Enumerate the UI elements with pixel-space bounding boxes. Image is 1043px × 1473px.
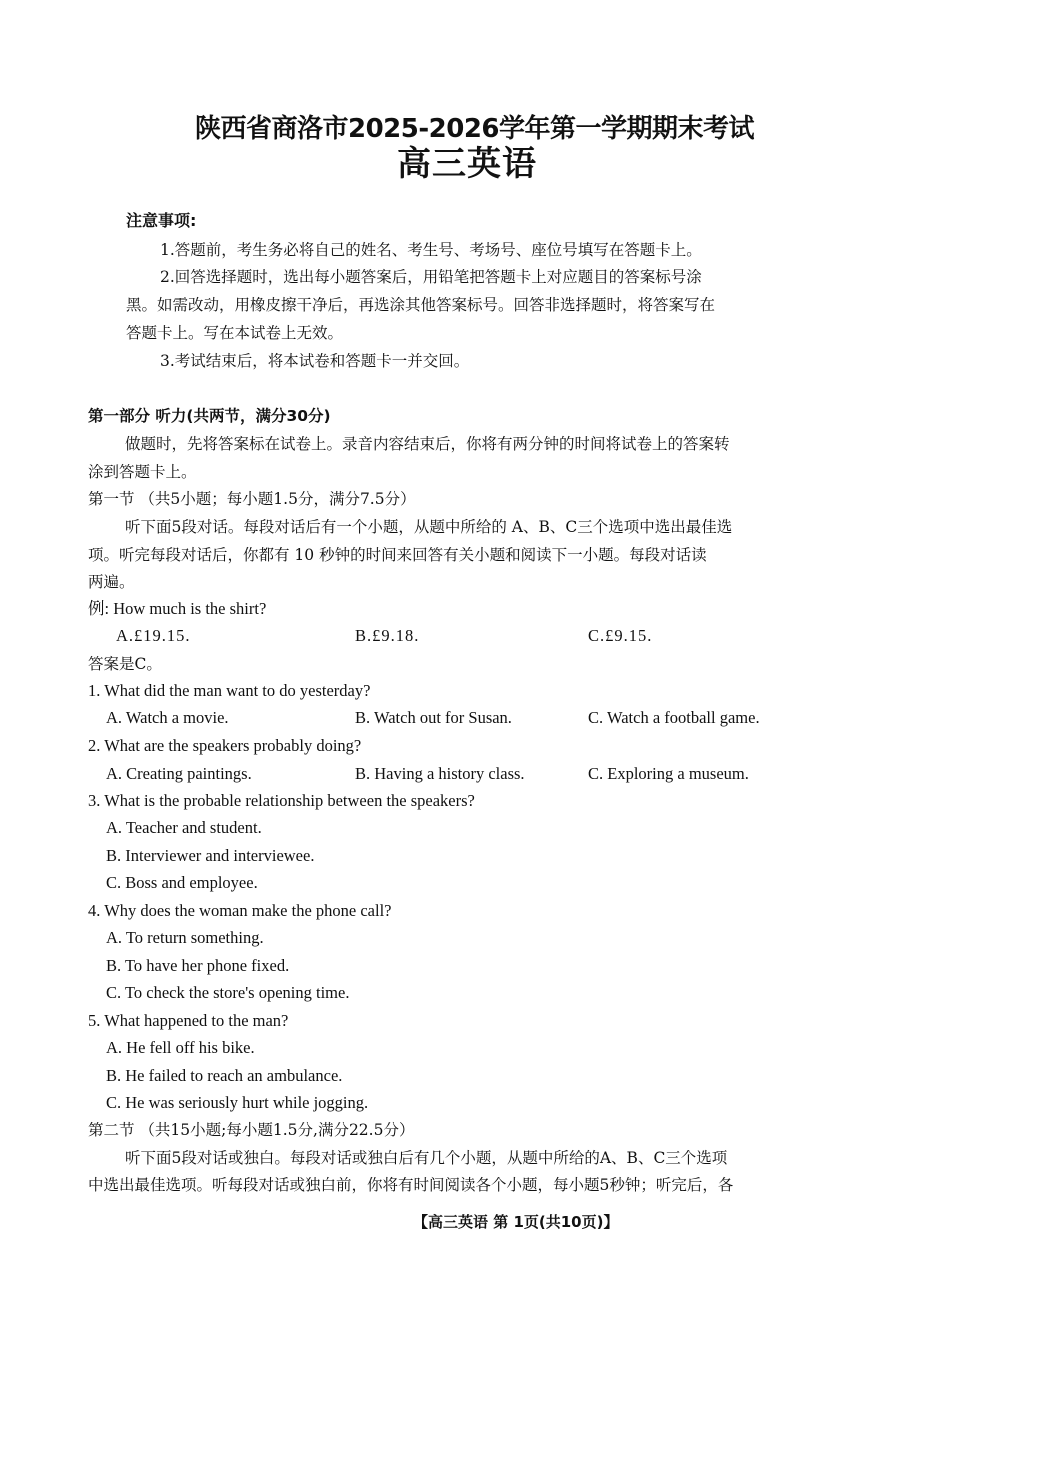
question-1-option-a: A. Watch a movie. — [106, 708, 229, 727]
question-2-option-a: A. Creating paintings. — [106, 764, 252, 783]
question-5-option-c: C. He was seriously hurt while jogging. — [106, 1093, 369, 1112]
section2-intro-2: 中选出最佳选项。听每段对话或独白前，你将有时间阅读各个小题，每小题5秒钟；听完后，各 — [88, 1176, 734, 1194]
section2-intro-1: 听下面5段对话或独白。每段对话或独白后有几个小题，从题中所给的A、B、C三个选项 — [125, 1149, 728, 1167]
question-4-option-a: A. To return something. — [106, 928, 264, 947]
notice-line-5: 3.考试结束后，将本试卷和答题卡一并交回。 — [160, 352, 470, 370]
question-3: 3. What is the probable relationship between the speakers? — [88, 791, 475, 810]
section1-intro-2: 项。听完每段对话后，你都有 10 秒钟的时间来回答有关小题和阅读下一小题。每段对话读 — [88, 546, 707, 564]
question-4-option-c: C. To check the store's opening time. — [106, 983, 350, 1002]
question-5-option-a: A. He fell off his bike. — [106, 1038, 255, 1057]
question-3-option-a: A. Teacher and student. — [106, 818, 262, 837]
question-2-option-b: B. Having a history class. — [355, 764, 525, 783]
section1-intro-3: 两遍。 — [88, 573, 135, 591]
notice-heading: 注意事项: — [126, 211, 197, 230]
exam-subject: 高三英语 — [397, 144, 537, 184]
section2-heading: 第二节 （共15小题;每小题1.5分,满分22.5分） — [88, 1121, 415, 1139]
question-4-option-b: B. To have her phone fixed. — [106, 956, 290, 975]
notice-line-1: 1.答题前，考生务必将自己的姓名、考生号、考场号、座位号填写在答题卡上。 — [160, 241, 702, 259]
question-4: 4. Why does the woman make the phone call? — [88, 901, 392, 920]
exam-title: 陕西省商洛市2025-2026学年第一学期期末考试 — [195, 114, 755, 144]
example-answer: 答案是C。 — [88, 655, 162, 673]
example-option-a: A.£19.15. — [116, 626, 191, 645]
question-5: 5. What happened to the man? — [88, 1011, 289, 1030]
example-option-b: B.£9.18. — [355, 626, 420, 645]
question-3-option-b: B. Interviewer and interviewee. — [106, 846, 315, 865]
question-3-option-c: C. Boss and employee. — [106, 873, 258, 892]
part1-heading: 第一部分 听力(共两节，满分30分) — [88, 407, 331, 425]
section1-heading: 第一节 （共5小题；每小题1.5分，满分7.5分） — [88, 490, 416, 508]
example-option-c: C.£9.15. — [588, 626, 653, 645]
question-1: 1. What did the man want to do yesterday? — [88, 681, 371, 700]
question-2: 2. What are the speakers probably doing? — [88, 736, 362, 755]
page-footer: 【高三英语 第 1页(共10页)】 — [413, 1213, 619, 1231]
section1-intro-1: 听下面5段对话。每段对话后有一个小题，从题中所给的 A、B、C三个选项中选出最佳选 — [125, 518, 733, 536]
example-question: 例: How much is the shirt? — [88, 599, 267, 618]
question-5-option-b: B. He failed to reach an ambulance. — [106, 1066, 343, 1085]
part1-intro-1: 做题时，先将答案标在试卷上。录音内容结束后，你将有两分钟的时间将试卷上的答案转 — [125, 435, 730, 453]
part1-intro-2: 涂到答题卡上。 — [88, 463, 197, 481]
notice-line-3: 黑。如需改动，用橡皮擦干净后，再选涂其他答案标号。回答非选择题时，将答案写在 — [126, 296, 716, 314]
question-2-option-c: C. Exploring a museum. — [588, 764, 749, 783]
notice-line-4: 答题卡上。写在本试卷上无效。 — [126, 324, 344, 342]
question-1-option-b: B. Watch out for Susan. — [355, 708, 512, 727]
notice-line-2: 2.回答选择题时，选出每小题答案后，用铅笔把答题卡上对应题目的答案标号涂 — [160, 268, 702, 286]
question-1-option-c: C. Watch a football game. — [588, 708, 760, 727]
